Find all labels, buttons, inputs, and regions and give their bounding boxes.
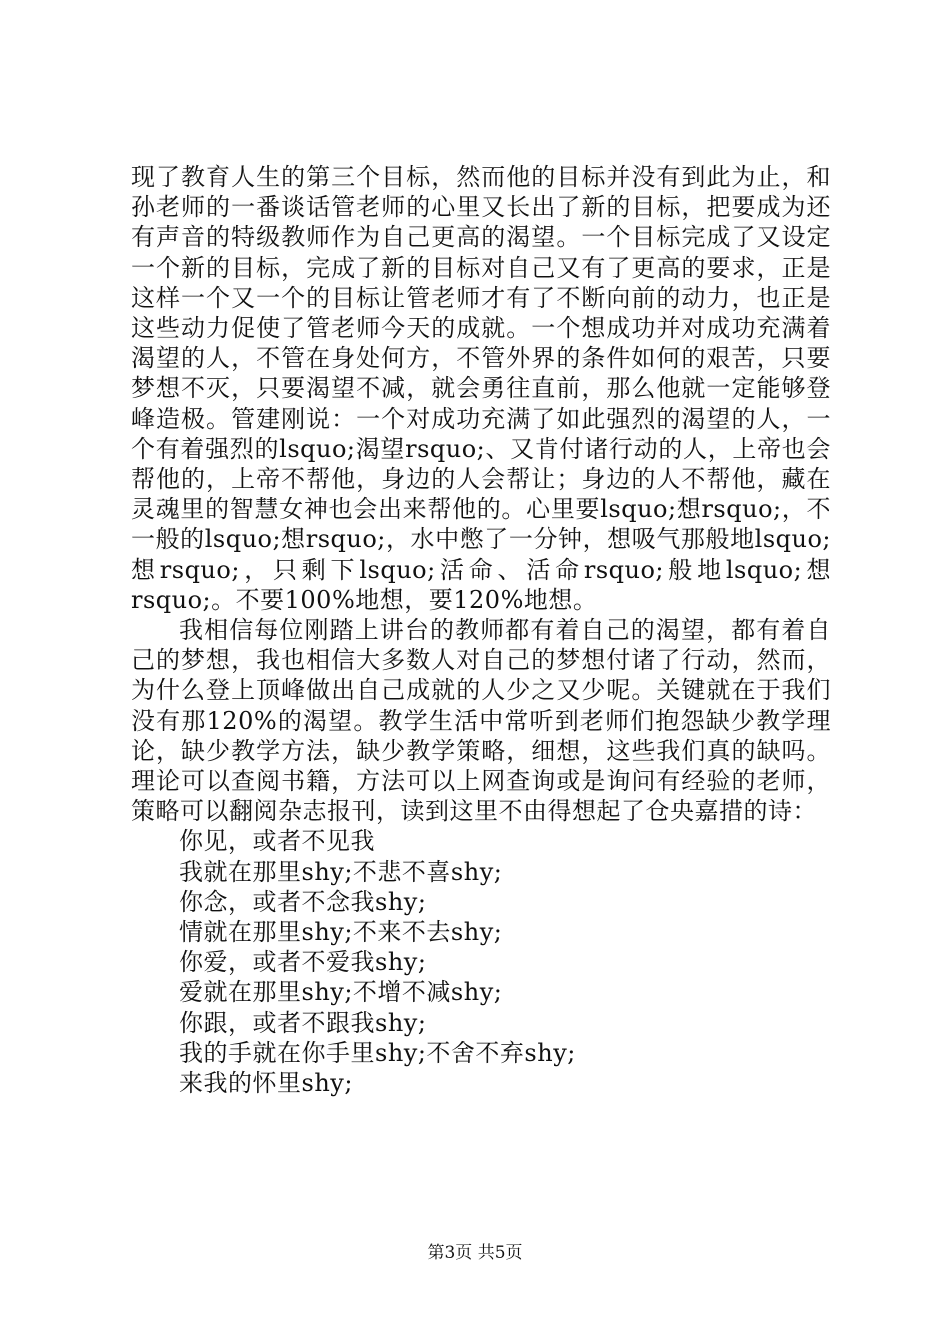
poem-line: 你念，或者不念我shy; — [179, 887, 427, 916]
poem-line: 我就在那里shy;不悲不喜shy; — [179, 857, 503, 886]
poem-line: 你见，或者不见我 — [179, 827, 375, 856]
poem-line: 来我的怀里shy; — [179, 1069, 353, 1098]
paragraph-1: 现了教育人生的第三个目标，然而他的目标并没有到此为止，和孙老师的一番谈话管老师的心里又长出了新的目标，把要成为还有声音的特级教师作为自己更高的渴望。一个目标完成了又设定一个新的目标，完成了新的目标对自己又有了更高的要求，正是这样一个又一个的目标让管老师才有了不断向前的动力，也正是这些动力促使了管老师今天的成就。一个想成功并对成功充满着渴望的人，不管在身处何方，不管外界的条件如何的艰苦，只要梦想不灭，只要渴望不减，就会勇往直前，那么他就一定能够登峰造极。管建刚说：一个对成功充满了如此强烈的渴望的人，一个有着强烈的lsquo;渴望rsquo;、又肯付诸行动的人，上帝也会帮他的，上帝不帮他，身边的人会帮让；身边的人不帮他，藏在灵魂里的智慧女神也会出来帮他的。心里要lsquo;想rsquo;，不一般的lsquo;想rsquo;，水中憋了一分钟，想吸气那般地lsquo;想rsquo;，只剩下lsquo;活命、活命rsquo;般地lsquo;想rsquo;。不要100%地想，要120%地想。 — [131, 163, 831, 614]
document-body — [131, 162, 831, 1098]
poem-line: 你爱，或者不爱我shy; — [179, 948, 427, 977]
poem-line: 你跟，或者不跟我shy; — [179, 1008, 427, 1037]
poem-line: 爱就在那里shy;不增不减shy; — [179, 978, 503, 1007]
poem-line: 情就在那里shy;不来不去shy; — [179, 918, 503, 947]
poem-line: 我的手就在你手里shy;不舍不弃shy; — [179, 1038, 576, 1067]
poem-block — [131, 826, 831, 1098]
page-number-label: 第3页 共5页 — [427, 1243, 523, 1263]
paragraph-2: 我相信每位刚踏上讲台的教师都有着自己的渴望，都有着自己的梦想，我也相信大多数人对自己的梦想付诸了行动，然而，为什么登上顶峰做出自己成就的人少之又少呢。关键就在于我们没有那120%的渴望。教学生活中常听到老师们抱怨缺少教学理论，缺少教学方法，缺少教学策略，细想，这些我们真的缺吗。理论可以查阅书籍，方法可以上网查询或是询问有经验的老师，策略可以翻阅杂志报刊，读到这里不由得想起了仓央嘉措的诗： — [131, 616, 831, 826]
page-footer — [0, 1242, 950, 1264]
